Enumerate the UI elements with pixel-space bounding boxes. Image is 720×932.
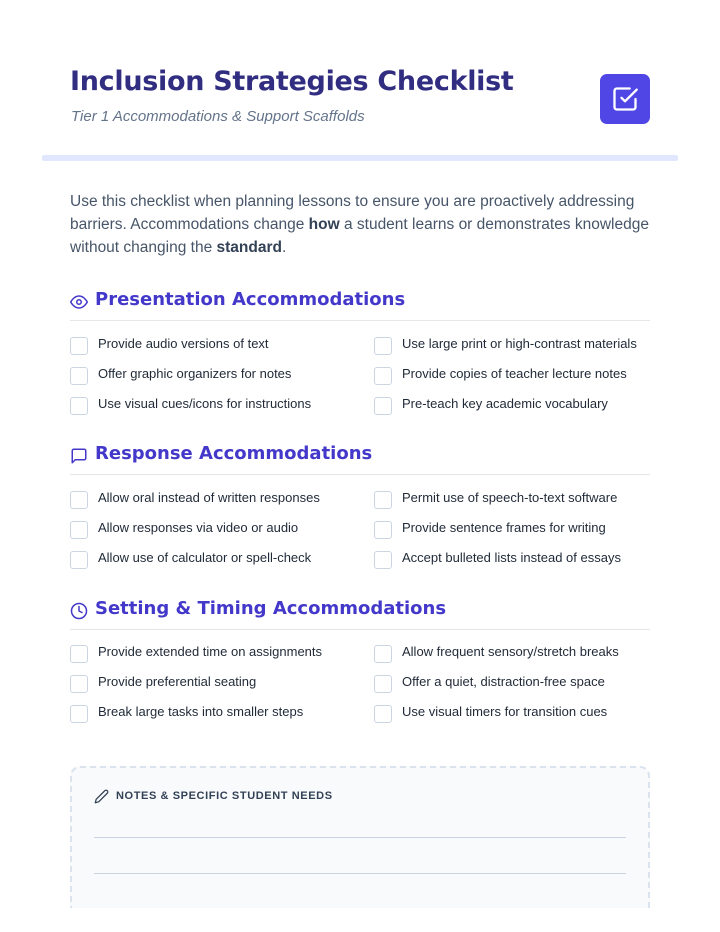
notes-panel <box>70 766 650 908</box>
checkbox[interactable] <box>374 645 392 663</box>
checkbox[interactable] <box>70 551 88 569</box>
checklist-item-label: Provide extended time on assignments <box>98 644 323 659</box>
section-title: Presentation Accommodations <box>95 289 406 310</box>
checklist-item[interactable] <box>374 335 664 355</box>
checkbox[interactable] <box>374 675 392 693</box>
checklist-item-label: Offer graphic organizers for notes <box>98 366 292 381</box>
checklist-item-label: Use visual timers for transition cues <box>402 704 608 719</box>
checklist-item[interactable] <box>70 395 360 415</box>
checklist-item[interactable] <box>70 365 360 385</box>
section-header <box>70 288 650 321</box>
checklist-item-label: Offer a quiet, distraction-free space <box>402 674 605 689</box>
checklist-item-label: Use large print or high-contrast materials <box>402 336 637 351</box>
checkbox[interactable] <box>374 521 392 539</box>
page-subtitle: Tier 1 Accommodations & Support Scaffolds <box>71 108 365 125</box>
section-header <box>70 442 650 475</box>
clock-icon <box>70 602 90 622</box>
checkbox[interactable] <box>374 551 392 569</box>
check-square-icon <box>600 74 650 124</box>
checkbox[interactable] <box>70 491 88 509</box>
section-title: Setting & Timing Accommodations <box>95 598 447 619</box>
checkbox[interactable] <box>374 367 392 385</box>
checklist-item[interactable] <box>70 673 360 693</box>
checklist-item[interactable] <box>374 549 664 569</box>
notes-title: NOTES & SPECIFIC STUDENT NEEDS <box>116 790 333 802</box>
checklist-item[interactable] <box>70 549 360 569</box>
notes-line[interactable] <box>94 873 626 874</box>
checklist-item[interactable] <box>374 673 664 693</box>
checklist-item-label: Provide preferential seating <box>98 674 257 689</box>
checklist-item-label: Provide copies of teacher lecture notes <box>402 366 627 381</box>
eye-icon <box>70 293 90 313</box>
page-header <box>70 66 650 130</box>
checkbox[interactable] <box>70 521 88 539</box>
checklist-item-label: Pre-teach key academic vocabulary <box>402 396 608 411</box>
checkbox[interactable] <box>70 675 88 693</box>
checklist-item-label: Break large tasks into smaller steps <box>98 704 304 719</box>
checklist-item[interactable] <box>374 365 664 385</box>
checkbox[interactable] <box>70 367 88 385</box>
checklist-item-label: Allow oral instead of written responses <box>98 490 320 505</box>
checkbox[interactable] <box>374 397 392 415</box>
page-title: Inclusion Strategies Checklist <box>70 66 514 97</box>
checkbox[interactable] <box>70 645 88 663</box>
pencil-icon <box>94 789 110 805</box>
checklist-item-label: Provide audio versions of text <box>98 336 269 351</box>
checklist-item-label: Accept bulleted lists instead of essays <box>402 550 621 565</box>
checklist-item[interactable] <box>70 703 360 723</box>
message-square-icon <box>70 447 90 467</box>
checklist-item[interactable] <box>374 395 664 415</box>
checklist-item[interactable] <box>374 703 664 723</box>
checkbox[interactable] <box>70 397 88 415</box>
checklist-item-label: Allow frequent sensory/stretch breaks <box>402 644 619 659</box>
intro-paragraph: Use this checklist when planning lessons to ensure you are proactively addressing barriers. Accommodations change how a student learns or demonstrates knowledge without changing the standard. <box>70 193 649 256</box>
checklist-item-label: Provide sentence frames for writing <box>402 520 606 535</box>
checklist-item[interactable] <box>70 335 360 355</box>
checkbox[interactable] <box>70 705 88 723</box>
checklist-item-label: Allow responses via video or audio <box>98 520 299 535</box>
checklist-item[interactable] <box>374 643 664 663</box>
checklist-item[interactable] <box>70 643 360 663</box>
checklist-item[interactable] <box>374 489 664 509</box>
checkbox[interactable] <box>70 337 88 355</box>
checklist-item[interactable] <box>374 519 664 539</box>
checkbox[interactable] <box>374 705 392 723</box>
checklist-item[interactable] <box>70 489 360 509</box>
checklist-item-label: Allow use of calculator or spell-check <box>98 550 312 565</box>
section-header <box>70 597 650 630</box>
checklist-item[interactable] <box>70 519 360 539</box>
checkbox[interactable] <box>374 337 392 355</box>
notes-line[interactable] <box>94 837 626 838</box>
checklist-item-label: Use visual cues/icons for instructions <box>98 396 312 411</box>
checklist-item-label: Permit use of speech-to-text software <box>402 490 618 505</box>
checkbox[interactable] <box>374 491 392 509</box>
header-divider <box>42 155 678 161</box>
section-title: Response Accommodations <box>95 443 373 464</box>
